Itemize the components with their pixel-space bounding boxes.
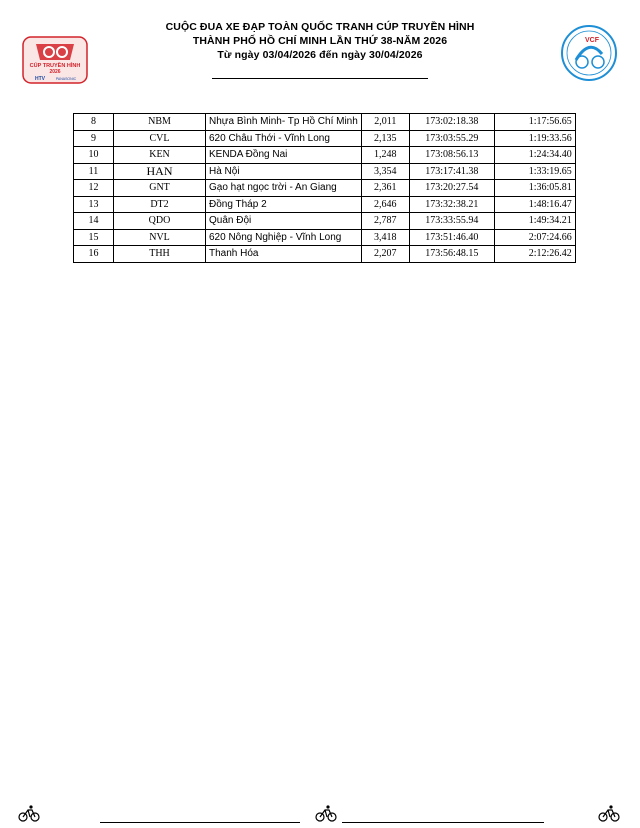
header-date-range: Từ ngày 03/04/2026 đến ngày 30/04/2026 <box>217 49 423 61</box>
team-name-cell: 620 Nông Nghiệp - Vĩnh Long <box>206 229 362 246</box>
svg-text:2026: 2026 <box>49 69 61 75</box>
header-divider <box>212 78 428 79</box>
table-row <box>74 180 576 197</box>
svg-text:VCF: VCF <box>585 37 599 44</box>
table-row <box>74 196 576 213</box>
footer-line-left <box>100 822 300 823</box>
total-time-cell: 173:56:48.15 <box>409 246 494 263</box>
team-name-cell: KENDA Đồng Nai <box>206 147 362 164</box>
rank-cell: 16 <box>74 246 114 263</box>
cyclist-icon <box>315 804 337 822</box>
points-cell: 1,248 <box>361 147 409 164</box>
team-name-cell: Gạo hạt ngọc trời - An Giang <box>206 180 362 197</box>
team-code-cell: DT2 <box>114 196 206 213</box>
time-gap-cell: 1:19:33.56 <box>494 130 575 147</box>
points-cell: 2,207 <box>361 246 409 263</box>
team-code-cell: KEN <box>114 147 206 164</box>
total-time-cell: 173:33:55.94 <box>409 213 494 230</box>
rank-cell: 9 <box>74 130 114 147</box>
team-name-cell: 620 Châu Thới - Vĩnh Long <box>206 130 362 147</box>
table-row <box>74 163 576 180</box>
total-time-cell: 173:17:41.38 <box>409 163 494 180</box>
points-cell: 2,646 <box>361 196 409 213</box>
team-code-cell: NVL <box>114 229 206 246</box>
team-name-cell: Thanh Hóa <box>206 246 362 263</box>
svg-text:HTV: HTV <box>35 76 45 82</box>
rank-cell: 12 <box>74 180 114 197</box>
vcf-logo <box>556 24 622 82</box>
team-name-cell: Đồng Tháp 2 <box>206 196 362 213</box>
time-gap-cell: 1:33:19.65 <box>494 163 575 180</box>
points-cell: 2,787 <box>361 213 409 230</box>
cup-truyen-hinh-logo <box>22 36 88 84</box>
time-gap-cell: 1:36:05.81 <box>494 180 575 197</box>
team-code-cell: CVL <box>114 130 206 147</box>
time-gap-cell: 2:12:26.42 <box>494 246 575 263</box>
points-cell: 3,354 <box>361 163 409 180</box>
total-time-cell: 173:32:38.21 <box>409 196 494 213</box>
time-gap-cell: 1:48:16.47 <box>494 196 575 213</box>
footer-line-right <box>342 822 544 823</box>
rank-cell: 13 <box>74 196 114 213</box>
rank-cell: 8 <box>74 114 114 131</box>
points-cell: 2,011 <box>361 114 409 131</box>
cyclist-icon <box>18 804 40 822</box>
team-name-cell: Hà Nội <box>206 163 362 180</box>
points-cell: 2,135 <box>361 130 409 147</box>
team-code-cell: QDO <box>114 213 206 230</box>
header-title-line2: THÀNH PHỐ HỒ CHÍ MINH LẦN THỨ 38-NĂM 2026 <box>192 35 448 47</box>
total-time-cell: 173:02:18.38 <box>409 114 494 131</box>
rank-cell: 11 <box>74 163 114 180</box>
team-code-cell: THH <box>114 246 206 263</box>
table-row <box>74 213 576 230</box>
svg-text:PANASONIC: PANASONIC <box>55 77 77 81</box>
team-name-cell: Nhựa Bình Minh- Tp Hồ Chí Minh <box>206 114 362 131</box>
points-cell: 2,361 <box>361 180 409 197</box>
rank-cell: 14 <box>74 213 114 230</box>
team-name-cell: Quân Đội <box>206 213 362 230</box>
total-time-cell: 173:51:46.40 <box>409 229 494 246</box>
total-time-cell: 173:20:27.54 <box>409 180 494 197</box>
time-gap-cell: 2:07:24.66 <box>494 229 575 246</box>
points-cell: 3,418 <box>361 229 409 246</box>
rank-cell: 15 <box>74 229 114 246</box>
header-title-line1: CUỘC ĐUA XE ĐẠP TOÀN QUỐC TRANH CÚP TRUYỀN HÌNH <box>165 21 475 33</box>
table-row <box>74 229 576 246</box>
total-time-cell: 173:03:55.29 <box>409 130 494 147</box>
table-row <box>74 246 576 263</box>
svg-text:CÚP TRUYỀN HÌNH: CÚP TRUYỀN HÌNH <box>29 63 81 69</box>
team-code-cell: NBM <box>114 114 206 131</box>
total-time-cell: 173:08:56.13 <box>409 147 494 164</box>
time-gap-cell: 1:24:34.40 <box>494 147 575 164</box>
team-code-cell: GNT <box>114 180 206 197</box>
rank-cell: 10 <box>74 147 114 164</box>
document-header <box>0 20 640 62</box>
results-table <box>73 113 576 263</box>
table-row <box>74 114 576 131</box>
time-gap-cell: 1:17:56.65 <box>494 114 575 131</box>
time-gap-cell: 1:49:34.21 <box>494 213 575 230</box>
table-row <box>74 130 576 147</box>
cyclist-icon <box>598 804 620 822</box>
team-code-cell: HAN <box>114 163 206 180</box>
table-row <box>74 147 576 164</box>
